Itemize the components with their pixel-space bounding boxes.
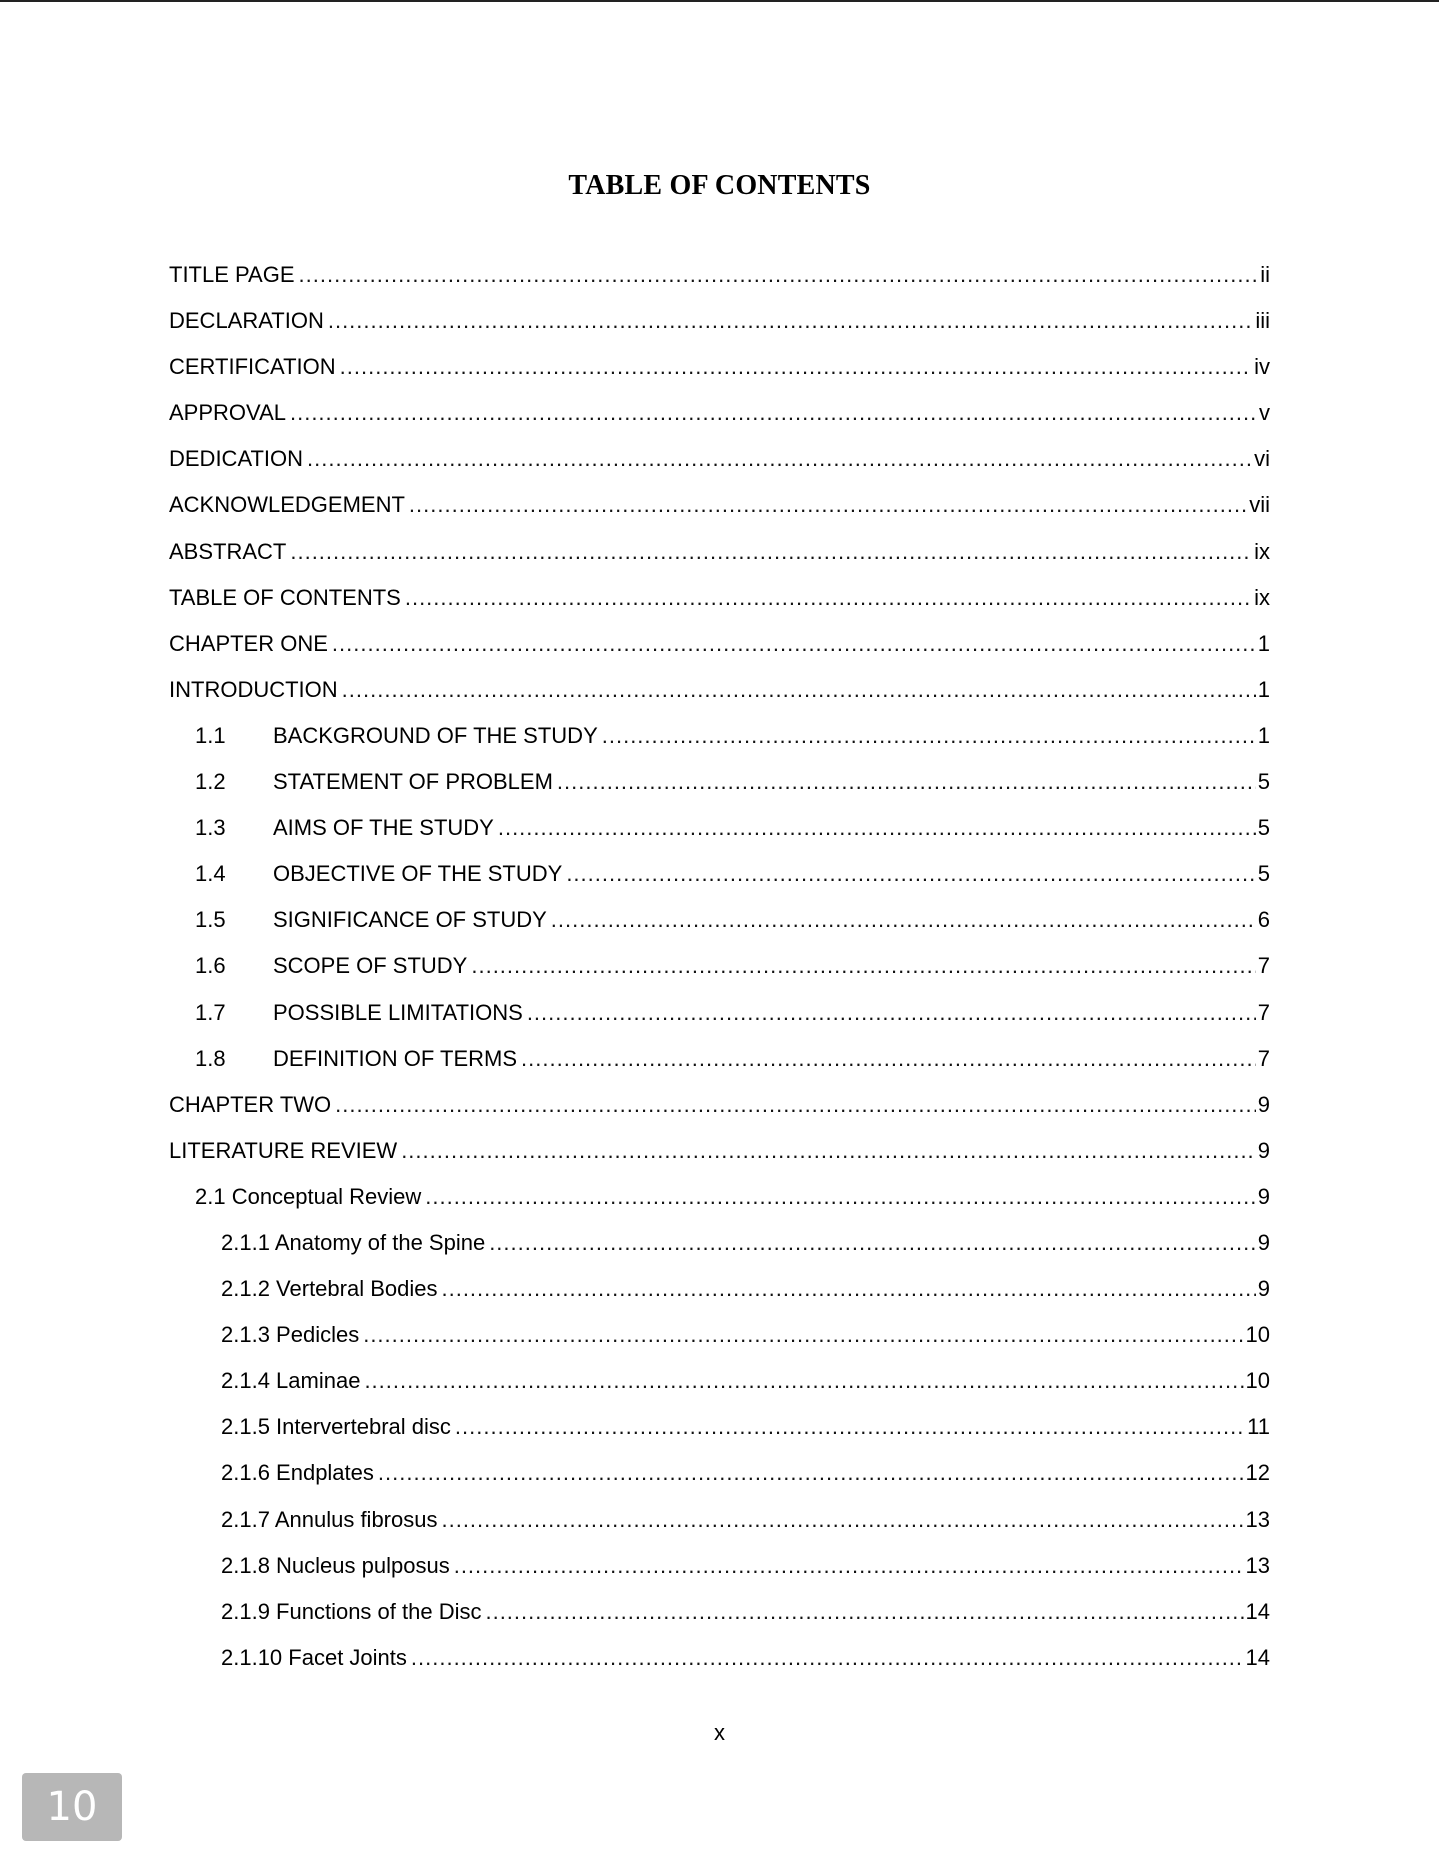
toc-entry-label: AIMS OF THE STUDY bbox=[273, 815, 494, 841]
toc-dot-leader bbox=[290, 390, 1257, 436]
toc-dot-leader bbox=[411, 1635, 1244, 1681]
toc-dot-leader bbox=[441, 1497, 1243, 1543]
toc-entry[interactable] bbox=[169, 529, 1270, 575]
toc-entry[interactable] bbox=[169, 575, 1270, 621]
toc-entry[interactable] bbox=[169, 1543, 1270, 1589]
page-title: TABLE OF CONTENTS bbox=[568, 170, 871, 201]
toc-entry-number: 1.1 bbox=[195, 722, 226, 748]
toc-entry[interactable] bbox=[169, 713, 1270, 759]
toc-entry-label: ACKNOWLEDGEMENT bbox=[169, 492, 405, 518]
toc-entry[interactable] bbox=[169, 1358, 1270, 1404]
toc-dot-leader bbox=[328, 298, 1253, 344]
toc-entry-label: LITERATURE REVIEW bbox=[169, 1137, 398, 1163]
toc-dot-leader bbox=[340, 344, 1252, 390]
toc-entry[interactable] bbox=[169, 897, 1270, 943]
toc-entry-page: 1 bbox=[1257, 630, 1270, 656]
toc-entry-number: 1.8 bbox=[195, 1045, 226, 1071]
toc-entry-label: 2.1.4 Laminae bbox=[221, 1368, 361, 1394]
toc-entry[interactable] bbox=[169, 1128, 1270, 1174]
toc-entry-page: 5 bbox=[1257, 861, 1270, 887]
page-number: x bbox=[714, 1720, 725, 1745]
toc-entry[interactable] bbox=[169, 1082, 1270, 1128]
toc-entry-label: ABSTRACT bbox=[169, 538, 287, 564]
toc-entry[interactable] bbox=[169, 436, 1270, 482]
toc-dot-leader bbox=[364, 1358, 1243, 1404]
toc-entry-page: 5 bbox=[1257, 769, 1270, 795]
toc-entry[interactable] bbox=[169, 344, 1270, 390]
toc-entry-number: 1.3 bbox=[195, 815, 226, 841]
toc-entry-page: 7 bbox=[1257, 953, 1270, 979]
toc-entry[interactable] bbox=[169, 1450, 1270, 1496]
toc-entry-label: 2.1.10 Facet Joints bbox=[221, 1644, 407, 1670]
top-border-line bbox=[0, 0, 1439, 2]
toc-dot-leader bbox=[335, 1082, 1256, 1128]
toc-entry-label: DECLARATION bbox=[169, 308, 324, 334]
toc-dot-leader bbox=[557, 759, 1256, 805]
toc-entry[interactable] bbox=[169, 851, 1270, 897]
toc-dot-leader bbox=[566, 851, 1255, 897]
toc-entry[interactable] bbox=[169, 390, 1270, 436]
toc-entry[interactable] bbox=[169, 252, 1270, 298]
toc-entry[interactable] bbox=[169, 943, 1270, 989]
toc-entry-page: ix bbox=[1254, 538, 1270, 564]
toc-dot-leader bbox=[342, 667, 1256, 713]
toc-entry-page: iii bbox=[1255, 308, 1270, 334]
toc-entry-page: 9 bbox=[1257, 1137, 1270, 1163]
toc-entry-label: CERTIFICATION bbox=[169, 354, 336, 380]
toc-dot-leader bbox=[455, 1404, 1245, 1450]
toc-entry-page: ix bbox=[1254, 584, 1270, 610]
toc-entry-label: BACKGROUND OF THE STUDY bbox=[273, 722, 598, 748]
toc-dot-leader bbox=[299, 252, 1259, 298]
toc-entry[interactable] bbox=[169, 667, 1270, 713]
toc-entry[interactable] bbox=[169, 621, 1270, 667]
toc-entry[interactable] bbox=[169, 1266, 1270, 1312]
toc-entry-page: 9 bbox=[1257, 1091, 1270, 1117]
toc-entry-label: SCOPE OF STUDY bbox=[273, 953, 468, 979]
toc-dot-leader bbox=[521, 1036, 1256, 1082]
toc-entry-label: DEDICATION bbox=[169, 446, 304, 472]
toc-entry-page: 9 bbox=[1257, 1229, 1270, 1255]
toc-entry-number: 1.2 bbox=[195, 769, 226, 795]
toc-entry[interactable] bbox=[169, 1312, 1270, 1358]
toc-entry-label: 2.1.9 Functions of the Disc bbox=[221, 1598, 482, 1624]
toc-dot-leader bbox=[363, 1312, 1243, 1358]
toc-entry[interactable] bbox=[169, 1220, 1270, 1266]
toc-entry-label: 2.1.7 Annulus fibrosus bbox=[221, 1506, 438, 1532]
toc-dot-leader bbox=[551, 897, 1256, 943]
toc-entry-page: 10 bbox=[1245, 1368, 1270, 1394]
toc-dot-leader bbox=[409, 482, 1247, 528]
toc-dot-leader bbox=[401, 1128, 1256, 1174]
toc-entry-label: POSSIBLE LIMITATIONS bbox=[273, 999, 523, 1025]
viewer-page-badge[interactable]: 10 bbox=[22, 1773, 122, 1841]
toc-dot-leader bbox=[489, 1220, 1256, 1266]
toc-entry-label: STATEMENT OF PROBLEM bbox=[273, 769, 553, 795]
toc-entry-page: 10 bbox=[1245, 1322, 1270, 1348]
toc-dot-leader bbox=[332, 621, 1256, 667]
toc-entry-label: APPROVAL bbox=[169, 400, 286, 426]
toc-dot-leader bbox=[290, 529, 1252, 575]
toc-entry-label: TITLE PAGE bbox=[169, 262, 295, 287]
toc-entry-label: SIGNIFICANCE OF STUDY bbox=[273, 907, 547, 933]
toc-dot-leader bbox=[485, 1589, 1243, 1635]
toc-entry-number: 1.7 bbox=[195, 999, 226, 1025]
toc-entry-label: 2.1.3 Pedicles bbox=[221, 1322, 360, 1348]
toc-entry-page: 6 bbox=[1257, 907, 1270, 933]
toc-entry[interactable] bbox=[169, 1036, 1270, 1082]
toc-entry-page: 13 bbox=[1245, 1552, 1270, 1578]
toc-entry-page: iv bbox=[1254, 354, 1270, 380]
toc-entry[interactable] bbox=[169, 1635, 1270, 1681]
toc-entry-label: 2.1.8 Nucleus pulposus bbox=[221, 1552, 450, 1578]
toc-entry-page: 5 bbox=[1257, 815, 1270, 841]
toc-entry[interactable] bbox=[169, 1404, 1270, 1450]
toc-entry[interactable] bbox=[169, 759, 1270, 805]
toc-entry-number: 1.6 bbox=[195, 953, 226, 979]
toc-entry-page: 7 bbox=[1257, 999, 1270, 1025]
toc-entry-label: 2.1.1 Anatomy of the Spine bbox=[221, 1229, 486, 1255]
toc-entry-page: 9 bbox=[1257, 1183, 1270, 1209]
toc-entry-page: 7 bbox=[1257, 1045, 1270, 1071]
toc-entry-label: DEFINITION OF TERMS bbox=[273, 1045, 518, 1071]
toc-dot-leader bbox=[405, 575, 1252, 621]
toc-entry-label: 2.1.6 Endplates bbox=[221, 1460, 374, 1486]
toc-entry-label: 2.1.5 Intervertebral disc bbox=[221, 1414, 451, 1440]
toc-dot-leader bbox=[454, 1543, 1244, 1589]
toc-entry-number: 1.5 bbox=[195, 907, 226, 933]
toc-entry-page: vii bbox=[1249, 492, 1270, 518]
toc-entry[interactable] bbox=[169, 482, 1270, 528]
toc-entry-page: 13 bbox=[1245, 1506, 1270, 1532]
toc-entry[interactable] bbox=[169, 1497, 1270, 1543]
toc-entry[interactable] bbox=[169, 990, 1270, 1036]
toc-entry-page: vi bbox=[1254, 446, 1270, 472]
toc-entry-page: 1 bbox=[1257, 676, 1270, 702]
toc-entry-page: 9 bbox=[1257, 1276, 1270, 1302]
toc-entry-page: 12 bbox=[1245, 1460, 1270, 1486]
toc-dot-leader bbox=[527, 990, 1256, 1036]
toc-entry-label: 2.1.2 Vertebral Bodies bbox=[221, 1276, 438, 1302]
toc-dot-leader bbox=[602, 713, 1256, 759]
toc-dot-leader bbox=[498, 805, 1256, 851]
toc-entry-label: TABLE OF CONTENTS bbox=[169, 584, 401, 610]
toc-entry-label: INTRODUCTION bbox=[169, 676, 338, 702]
toc-entry-page: 14 bbox=[1245, 1644, 1270, 1670]
table-of-contents bbox=[169, 252, 1270, 1681]
toc-entry-page: 14 bbox=[1245, 1598, 1270, 1624]
toc-dot-leader bbox=[471, 943, 1255, 989]
toc-entry[interactable] bbox=[169, 1589, 1270, 1635]
toc-dot-leader bbox=[307, 436, 1252, 482]
toc-entry-label: CHAPTER ONE bbox=[169, 630, 328, 656]
toc-entry-number: 1.4 bbox=[195, 861, 226, 887]
toc-dot-leader bbox=[441, 1266, 1255, 1312]
toc-entry[interactable] bbox=[169, 805, 1270, 851]
toc-entry-label: OBJECTIVE OF THE STUDY bbox=[273, 861, 563, 887]
toc-entry-page: ii bbox=[1260, 262, 1270, 287]
toc-entry[interactable] bbox=[169, 1174, 1270, 1220]
toc-dot-leader bbox=[425, 1174, 1256, 1220]
toc-dot-leader bbox=[378, 1450, 1244, 1496]
toc-entry-page: 11 bbox=[1247, 1414, 1270, 1440]
toc-entry-page: 1 bbox=[1257, 722, 1270, 748]
toc-entry-label: CHAPTER TWO bbox=[169, 1091, 332, 1117]
toc-entry-label: 2.1 Conceptual Review bbox=[195, 1183, 422, 1209]
toc-entry-page: v bbox=[1259, 400, 1270, 426]
toc-entry[interactable] bbox=[169, 298, 1270, 344]
